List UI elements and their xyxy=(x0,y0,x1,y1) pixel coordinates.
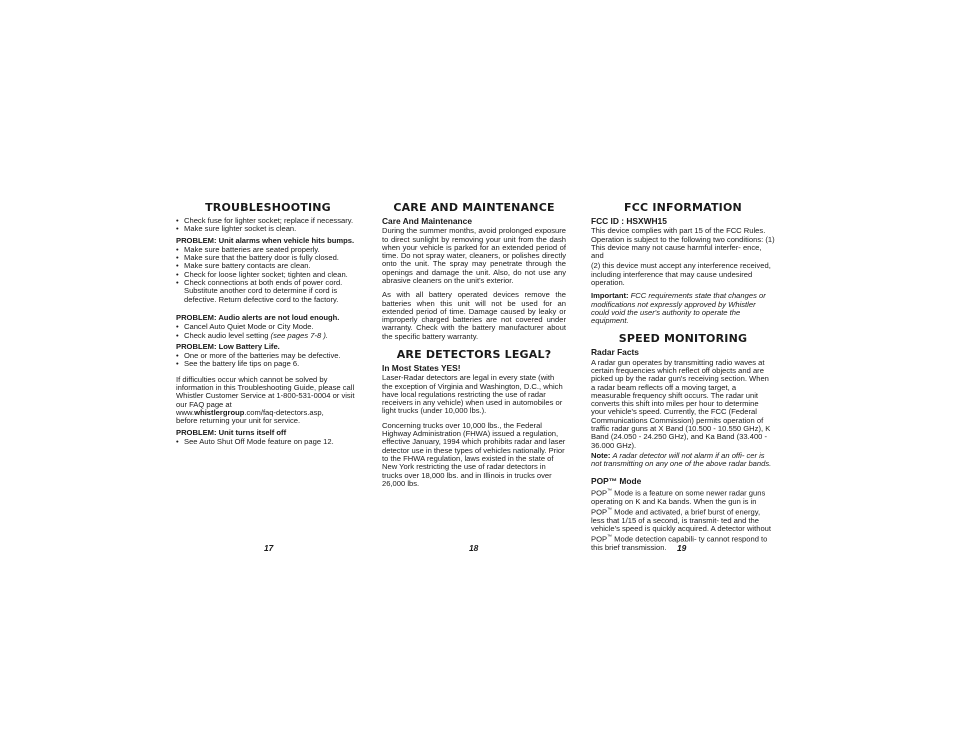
fcc-information-heading: FCC INFORMATION xyxy=(624,201,742,214)
radar-paragraph: A radar gun operates by transmitting radio waves at certain frequencies which reflect off objects and are picked up by the radar gun's receiving section. When a radar beam reflects off a moving target, a measurable frequency shift occurs. The radar unit converts this shift into miles per hour to determine your vehicle's speed. Currently, the FCC (Federal Communications Commission) permits operation of traffic radar guns at X Band (10.500 - 10.550 GHz), K Band (24.050 - 24.250 GHz), and Ka Band (33.400 - 36.000 GHz). xyxy=(591,357,771,450)
pop-text-2: Mode and activated, a brief burst of energy, less that 1/15 of a second, is transmit- ted and the vehicle's speed is quickly acquired. A detector without POP xyxy=(591,507,772,544)
legal-paragraph-2: Concerning trucks over 10,000 lbs., the Federal Highway Administration (FHWA) issued a regulation, effective January, 1994 which prohibits radar and laser detector use in these types of vehicles nationally. Prior to the FHWA regulation, laws existed in the state of New York restricting the use of radar detectors in trucks over 18,000 lbs. and in Illinois in trucks over 26,000 lbs. xyxy=(382,420,566,488)
care-maintenance-heading: CARE AND MAINTENANCE xyxy=(393,201,555,214)
help-paragraph xyxy=(176,376,360,426)
list-item: • Check connections at both ends of power cord. Substitute another cord to determine if cord is defective. Return defective cord to the factory. xyxy=(176,279,360,304)
list-item: • Make sure battery contacts are clean. xyxy=(176,262,360,270)
important-text: FCC requirements state that changes or modifications not expressly approved by Whistler could void the user's authority to operate the equipment. xyxy=(591,291,766,326)
page-18-column xyxy=(382,202,566,490)
speed-monitoring-heading: SPEED MONITORING xyxy=(618,332,748,346)
page-number-19: 19 xyxy=(677,543,687,553)
list-item-text: Check audio level setting xyxy=(184,330,271,340)
trademark: ™ xyxy=(607,487,613,494)
list-item: • Check for loose lighter socket; tighten and clean. xyxy=(176,271,360,279)
important-label: Important: xyxy=(591,291,629,301)
list-item xyxy=(176,332,360,340)
problem-battery: PROBLEM: Low Battery Life. xyxy=(176,341,280,351)
page-19-column xyxy=(591,202,775,554)
list-item: • One or more of the batteries may be defective. xyxy=(176,352,360,360)
trademark: ™ xyxy=(607,506,613,513)
battery-tips-list xyxy=(176,352,360,369)
radar-facts-subheading: Radar Facts xyxy=(591,347,639,358)
url-prefix: www. xyxy=(176,407,195,417)
list-item: • Make sure batteries are seated properly. xyxy=(176,246,360,254)
list-item: • Cancel Auto Quiet Mode or City Mode. xyxy=(176,323,360,331)
problem-turns-off: PROBLEM: Unit turns itself off xyxy=(176,427,287,437)
care-subheading: Care And Maintenance xyxy=(382,216,472,226)
bumps-tips-list xyxy=(176,246,360,304)
detectors-legal-heading: ARE DETECTORS LEGAL? xyxy=(396,348,552,362)
url-suffix: .com/faq-detectors.asp, xyxy=(244,407,324,417)
note-label: Note: xyxy=(591,450,611,460)
turns-off-tips-list xyxy=(176,438,360,446)
list-item: • Make sure lighter socket is clean. xyxy=(176,225,360,233)
radar-note xyxy=(591,452,775,469)
pop-mode-subheading: POP™ Mode xyxy=(591,475,642,486)
audio-tips-list xyxy=(176,323,360,340)
page-number-18: 18 xyxy=(469,543,479,553)
troubleshooting-heading: TROUBLESHOOTING xyxy=(205,201,331,214)
list-item: • See Auto Shut Off Mode feature on page 12. xyxy=(176,438,360,446)
fcc-paragraph-2: (2) this device must accept any interference received, including interference that may cause undesired operation. xyxy=(591,261,771,287)
note-text: A radar detector will not alarm if an offi- cer is not transmitting on any one of the above radar bands. xyxy=(591,450,772,469)
problem-bumps: PROBLEM: Unit alarms when vehicle hits bumps. xyxy=(176,235,355,245)
trademark: ™ xyxy=(607,534,613,541)
legal-subheading: In Most States YES! xyxy=(382,363,461,374)
fcc-id: FCC ID : HSXWH15 xyxy=(591,216,667,226)
important-note xyxy=(591,292,775,325)
legal-paragraph-1: Laser-Radar detectors are legal in every state (with the exception of Virginia and Washington, D.C., which have local regulations restricting the use of radar receivers in any vehicle) when used in automobiles or light trucks (under 10,000 lbs.). xyxy=(382,373,563,416)
page-17-column xyxy=(176,202,360,448)
page-reference: (see pages 7-8 ). xyxy=(270,330,328,340)
pop-word: POP xyxy=(591,488,608,498)
care-paragraph-2: As with all battery operated devices remove the batteries when this unit will not be used for an extended period of time. Damage caused by leaky or improperly charged batteries are not covered under warranty. Check with the battery manufacturer about the specific battery warranty. xyxy=(382,290,566,341)
page-number-17: 17 xyxy=(264,543,274,553)
fuse-tips-list xyxy=(176,217,360,234)
help-after: before returning your unit for service. xyxy=(176,416,301,426)
list-item: • See the battery life tips on page 6. xyxy=(176,360,360,368)
pop-text-3: Mode detection capabili- ty cannot respond to this brief transmission. xyxy=(591,534,768,553)
list-item: • Make sure that the battery door is fully closed. xyxy=(176,254,360,262)
fcc-paragraph-1: This device complies with part 15 of the FCC Rules. Operation is subject to the following two conditions: (1) This device many not cause harmful interfer- ence, and xyxy=(591,226,775,261)
care-paragraph-1: During the summer months, avoid prolonged exposure to direct sunlight by removing your unit from the dash when your vehicle is parked for an extended period of time. Do not spray water, cleaners, or polishes directly onto the unit. The spray may penetrate through the openings and damage the unit. Also, do not use any abrasive cleaners on the unit's exterior. xyxy=(382,226,566,285)
problem-audio: PROBLEM: Audio alerts are not loud enough. xyxy=(176,312,340,322)
list-item: • Check fuse for lighter socket; replace if necessary. xyxy=(176,217,360,225)
url-bold: whistlergroup xyxy=(194,407,245,417)
help-text: If difficulties occur which cannot be solved by information in this Troubleshooting Guide, please call Whistler Customer Service at 1-800-531-0004 or visit our FAQ page at xyxy=(176,374,355,409)
pop-text-1: Mode is a feature on some newer radar guns operating on K and Ka bands. When the gun is in POP xyxy=(591,488,766,517)
